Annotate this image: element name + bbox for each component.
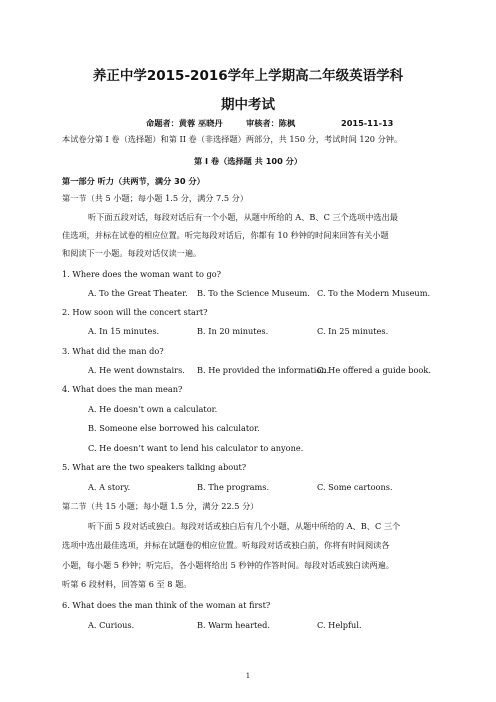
option-b: B. In 20 minutes. — [197, 326, 269, 336]
page-number: 1 — [245, 672, 251, 680]
intro-text: 本试卷分第 I 卷（选择题）和第 II 卷（非选择题）两部分，共 150 分，考试时间 120 分钟。 — [62, 134, 403, 144]
option-c: C. In 25 minutes. — [317, 326, 389, 336]
exam-title: 养正中学2015-2016学年上学期高二年级英语学科 — [92, 68, 404, 84]
option-a: A. He went downstairs. — [88, 365, 185, 375]
option-b: B. He provided the information. — [197, 365, 330, 375]
instruction-line: 听第 6 段材料，回答第 6 至 8 题。 — [62, 579, 192, 589]
question-2: 2. How soon will the concert start? — [62, 307, 208, 317]
question-1: 1. Where does the woman want to go? — [62, 269, 222, 279]
option-c: C. Helpful. — [317, 620, 362, 630]
option-a: A. Curious. — [88, 620, 135, 630]
section-title: 第 I 卷（选择题 共 100 分） — [193, 156, 303, 166]
question-4: 4. What does the man mean? — [62, 384, 183, 394]
part1-title: 第一部分 听力（共两节，满分 30 分） — [62, 176, 205, 186]
option-c: C. To the Modern Museum. — [317, 288, 431, 298]
option-c: C. He doesn’t want to lend his calculator to anyone. — [88, 443, 304, 453]
exam-subtitle: 期中考试 — [221, 97, 275, 113]
option-c: C. He offered a guide book. — [317, 365, 431, 375]
part1-sec2-title: 第二节（共 15 小题；每小题 1.5 分，满分 22.5 分） — [62, 501, 259, 511]
exam-date: 2015-11-13 — [341, 118, 394, 128]
option-a: A. In 15 minutes. — [88, 326, 160, 336]
instruction-line: 小题，每小题 5 秒钟；听完后，各小题将给出 5 秒钟的作答时间。每段对话或独白读两遍。 — [62, 560, 394, 570]
instruction-line: 听下面五段对话，每段对话后有一个小题，从题中所给的 A、B、C 三个选项中选出最 — [88, 212, 398, 222]
instruction-line: 和阅读下一小题。每段对话仅读一遍。 — [62, 248, 202, 258]
option-a: A. To the Great Theater. — [88, 288, 188, 298]
option-b: B. To the Science Museum. — [197, 288, 310, 298]
instruction-line: 选项中选出最佳选项，并标在试题卷的相应位置。听每段对话或独白前，你将有时间阅读各 — [62, 540, 390, 550]
reviewer: 审核者：陈枫 — [246, 118, 296, 128]
option-a: A. A story. — [88, 482, 131, 492]
instruction-line: 佳选项，并标在试卷的相应位置。听完每段对话后，你都有 10 秒钟的时间来回答有关小题 — [62, 230, 389, 240]
question-5: 5. What are the two speakers talking about? — [62, 462, 247, 472]
option-b: B. Someone else borrowed his calculator. — [88, 423, 260, 433]
option-b: B. The programs. — [197, 482, 270, 492]
part1-sec1-title: 第一节（共 5 小题；每小题 1.5 分，满分 7.5 分） — [62, 193, 249, 203]
option-c: C. Some cartoons. — [317, 482, 393, 492]
question-6: 6. What does the man think of the woman at first? — [62, 600, 271, 610]
authors: 命题者：黄蓉 巫晓丹 — [146, 118, 223, 128]
question-3: 3. What did the man do? — [62, 346, 164, 356]
option-a: A. He doesn’t own a calculator. — [88, 404, 218, 414]
option-b: B. Warm hearted. — [197, 620, 270, 630]
instruction-line: 听下面 5 段对话或独白。每段对话或独白后有几个小题，从题中所给的 A、B、C 三个 — [88, 521, 401, 531]
